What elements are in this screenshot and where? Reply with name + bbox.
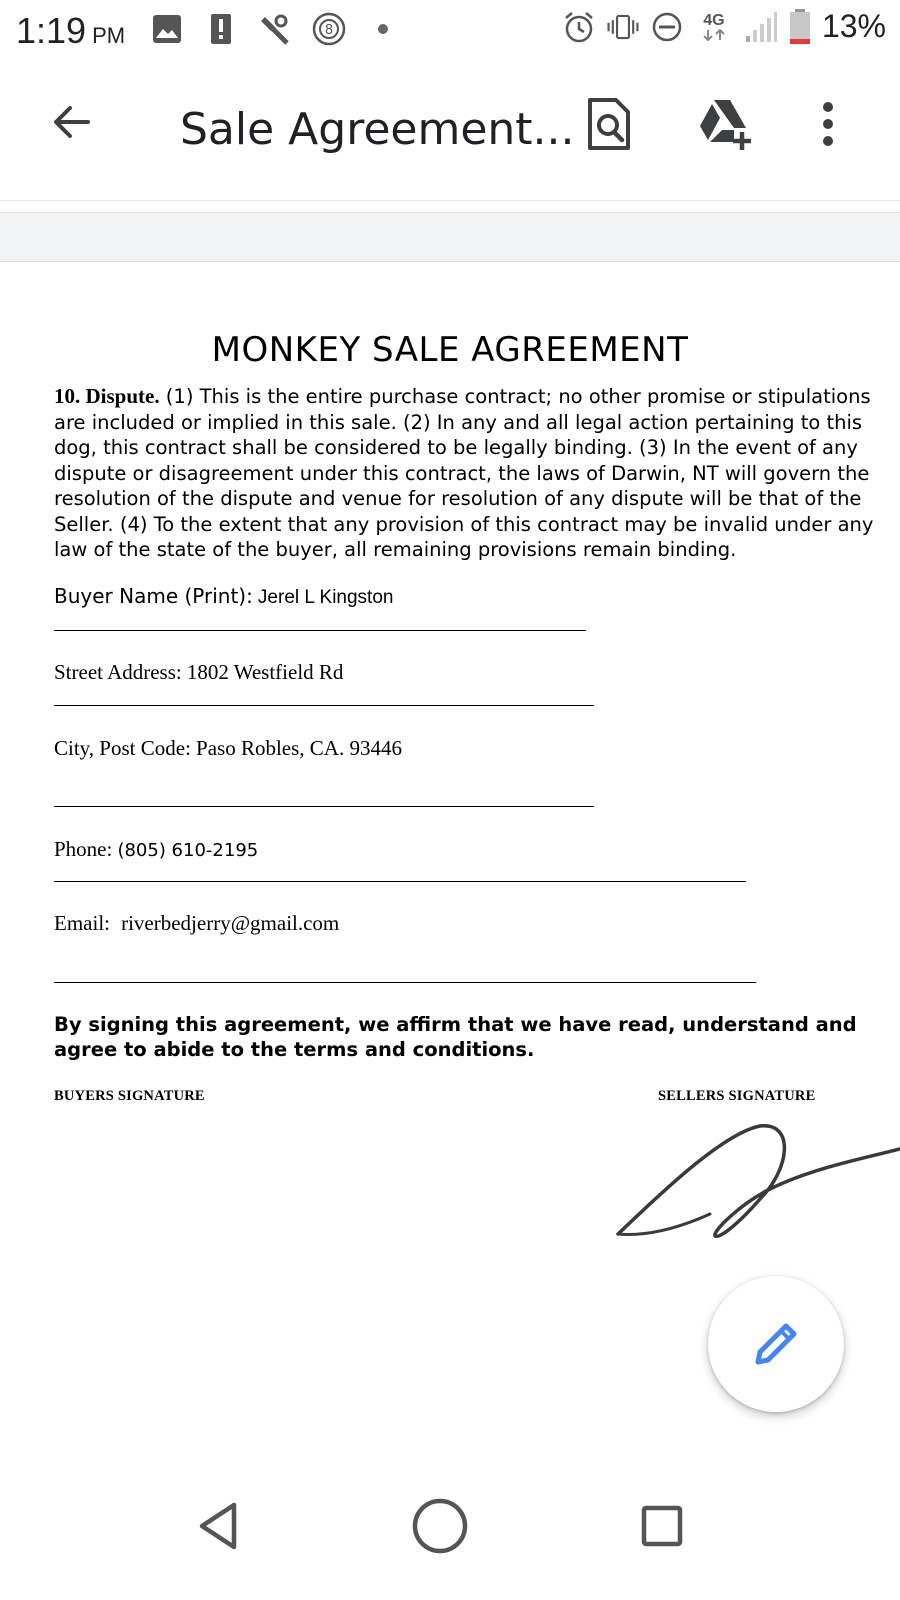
battery-percent: 13% bbox=[821, 8, 886, 44]
eight-ball-icon bbox=[312, 12, 346, 46]
street-address-value: 1802 Westfield Rd bbox=[186, 660, 344, 684]
email-value: riverbedjerry@gmail.com bbox=[121, 911, 340, 935]
dot-icon bbox=[366, 12, 400, 46]
sellers-signature-label: SELLERS SIGNATURE bbox=[658, 1088, 816, 1104]
street-address-label: Street Address: bbox=[54, 660, 182, 684]
buyer-name-field bbox=[54, 584, 393, 609]
status-time: 1:19 PM bbox=[16, 10, 126, 51]
buyers-signature-label: BUYERS SIGNATURE bbox=[54, 1088, 205, 1104]
email-field bbox=[54, 911, 339, 936]
document-title: Sale Agreement... bbox=[180, 104, 575, 155]
nav-recents-icon bbox=[640, 1504, 684, 1548]
more-vert-icon bbox=[818, 100, 838, 148]
city-postcode-label: City, Post Code: bbox=[54, 736, 191, 760]
find-in-document-button[interactable] bbox=[572, 88, 644, 160]
back-button[interactable] bbox=[44, 94, 100, 150]
navigation-bar bbox=[0, 1472, 900, 1600]
street-address-line bbox=[54, 705, 594, 706]
arrow-back-icon bbox=[50, 100, 94, 144]
status-bar bbox=[0, 0, 900, 64]
nav-recents-button[interactable] bbox=[620, 1484, 704, 1568]
agreement-heading: MONKEY SALE AGREEMENT bbox=[211, 330, 689, 370]
add-to-drive-button[interactable] bbox=[690, 88, 762, 160]
app-bar bbox=[0, 64, 900, 201]
phone-line bbox=[54, 881, 746, 882]
buyer-name-value: Jerel L Kingston bbox=[257, 587, 394, 608]
street-address-field bbox=[54, 660, 343, 685]
city-postcode-value: Paso Robles, CA. 93446 bbox=[196, 736, 402, 760]
alarm-icon bbox=[562, 10, 596, 44]
buyer-name-label: Buyer Name (Print): bbox=[54, 584, 253, 608]
affirmation-statement: By signing this agreement, we affirm that we have read, understand and agree to abide to the terms and conditions. bbox=[54, 1013, 857, 1061]
page-separator bbox=[0, 212, 900, 262]
battery-icon bbox=[788, 10, 812, 44]
network-icon: 4G bbox=[694, 10, 734, 44]
email-line bbox=[54, 982, 756, 983]
nav-home-icon bbox=[411, 1497, 469, 1555]
svg-text:8: 8 bbox=[324, 23, 334, 38]
signal-icon bbox=[744, 10, 778, 44]
edit-fab[interactable] bbox=[708, 1276, 844, 1412]
city-postcode-line bbox=[54, 806, 594, 807]
dispute-clause bbox=[54, 384, 899, 563]
nav-back-icon bbox=[196, 1501, 240, 1551]
vibrate-icon bbox=[606, 10, 640, 44]
find-in-document-icon bbox=[584, 96, 632, 152]
dispute-label: 10. Dispute. bbox=[54, 384, 160, 408]
phone-field bbox=[54, 837, 258, 862]
alert-icon bbox=[204, 12, 238, 46]
notification-icons bbox=[150, 12, 400, 46]
dispute-text: (1) This is the entire purchase contract; no other promise or stipulations are included or implied in this sale. (2) In any and all legal action pertaining to this dog, this contract shall be considered to be legally binding. (3) In the event of any dispute or disagreement under this contract, the laws of Darwin, NT will govern the resolution of the dispute and venue for resolution of any dispute will be that of the Seller. (4) To the extent that any provision of this contract may be invalid under any law of the state of the buyer, all remaining provisions remain binding. bbox=[54, 385, 874, 561]
email-label: Email: bbox=[54, 911, 110, 935]
city-postcode-field bbox=[54, 736, 402, 761]
system-icons bbox=[562, 8, 886, 45]
tool-icon bbox=[258, 12, 292, 46]
phone-label: Phone: bbox=[54, 837, 113, 861]
buyer-name-line bbox=[54, 630, 586, 631]
more-options-button[interactable] bbox=[792, 88, 864, 160]
dnd-icon bbox=[650, 10, 684, 44]
image-icon bbox=[150, 12, 184, 46]
edit-pencil-icon bbox=[748, 1316, 804, 1372]
seller-signature bbox=[610, 1114, 900, 1244]
phone-value: (805) 610-2195 bbox=[117, 840, 259, 861]
nav-back-button[interactable] bbox=[176, 1484, 260, 1568]
nav-home-button[interactable] bbox=[398, 1484, 482, 1568]
add-to-drive-icon bbox=[694, 96, 758, 152]
